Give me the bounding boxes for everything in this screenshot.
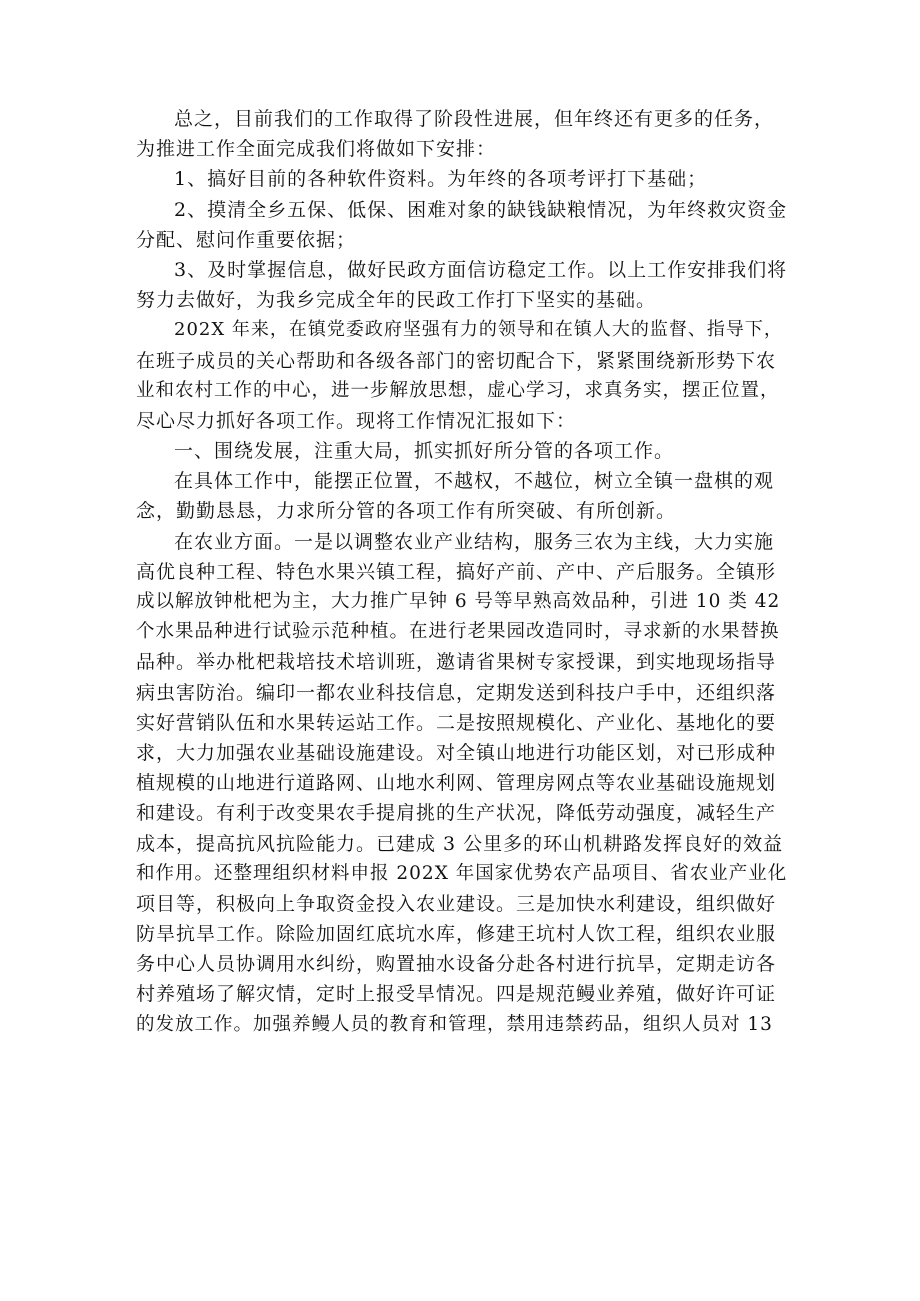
paragraph-line: 2、摸清全乡五保、低保、困难对象的缺钱缺粮情况，为年终救灾资金 <box>174 198 788 221</box>
paragraph-line: 品种。举办枇杷栽培技术培训班，邀请省果树专家授课，到实地现场指导 <box>136 651 777 674</box>
paragraph-line: 分配、慰问作重要依据； <box>136 228 357 251</box>
paragraph-line: 3、及时掌握信息，做好民政方面信访稳定工作。以上工作安排我们将 <box>174 258 788 281</box>
paragraph-line: 尽心尽力抓好各项工作。现将工作情况汇报如下： <box>136 409 577 432</box>
paragraph-line: 植规模的山地进行道路网、山地水利网、管理房网点等农业基础设施规划 <box>136 772 777 795</box>
paragraph-line: 实好营销队伍和水果转运站工作。二是按照规模化、产业化、基地化的要 <box>136 711 777 734</box>
section-heading: 一、围绕发展，注重大局，抓实抓好所分管的各项工作。 <box>174 440 675 463</box>
paragraph-line: 高优良种工程、特色水果兴镇工程，搞好产前、产中、产后服务。全镇形 <box>136 560 777 583</box>
paragraph-line: 个水果品种进行试验示范种植。在进行老果园改造同时，寻求新的水果替换 <box>136 621 780 643</box>
paragraph-line: 村养殖场了解灾情，定时上报受旱情况。四是规范鳗业养殖，做好许可证 <box>136 983 777 1006</box>
paragraph-line: 在班子成员的关心帮助和各级各部门的密切配合下，紧紧围绕新形势下农 <box>136 349 777 372</box>
paragraph-line: 防旱抗旱工作。除险加固红底坑水库，修建王坑村人饮工程，组织农业服 <box>136 923 777 946</box>
paragraph-line: 为推进工作全面完成我们将做如下安排： <box>136 138 497 161</box>
paragraph-line: 202X 年来，在镇党委政府坚强有力的领导和在镇人大的监督、指导下， <box>174 319 783 341</box>
document-body <box>136 104 788 1040</box>
paragraph-line: 病虫害防治。编印一都农业科技信息，定期发送到科技户手中，还组织落 <box>136 681 777 704</box>
paragraph-line: 和建设。有利于改变果农手提肩挑的生产状况，降低劳动强度，减轻生产 <box>136 802 777 825</box>
paragraph-line: 努力去做好，为我乡完成全年的民政工作打下坚实的基础。 <box>136 289 657 312</box>
paragraph-line: 念，勤勤恳恳，力求所分管的各项工作有所突破、有所创新。 <box>136 500 677 523</box>
paragraph-line: 总之，目前我们的工作取得了阶段性进展，但年终还有更多的任务， <box>174 108 775 130</box>
paragraph-line: 成以解放钟枇杷为主，大力推广早钟 6 号等早熟高效品种，引进 10 类 42 <box>136 591 781 612</box>
paragraph-line: 求，大力加强农业基础设施建设。对全镇山地进行功能区划，对已形成种 <box>136 741 777 764</box>
paragraph-line: 项目等，积极向上争取资金投入农业建设。三是加快水利建设，组织做好 <box>136 892 777 915</box>
paragraph-line: 在具体工作中，能摆正位置，不越权，不越位，树立全镇一盘棋的观 <box>174 470 775 493</box>
paragraph-line: 务中心人员协调用水纠纷，购置抽水设备分赴各村进行抗旱，定期走访各 <box>136 953 777 976</box>
paragraph-line: 在农业方面。一是以调整农业产业结构，服务三农为主线，大力实施 <box>174 530 775 553</box>
paragraph-line: 业和农村工作的中心，进一步解放思想，虚心学习，求真务实，摆正位置， <box>136 379 780 401</box>
paragraph-line: 1、搞好目前的各种软件资料。为年终的各项考评打下基础； <box>174 168 708 191</box>
paragraph-line: 和作用。还整理组织材料申报 202X 年国家优势农产品项目、省农业产业化 <box>136 862 788 884</box>
paragraph-line: 成本，提高抗风抗险能力。已建成 3 公里多的环山机耕路发挥良好的效益 <box>136 832 784 855</box>
paragraph-line: 的发放工作。加强养鳗人员的教育和管理，禁用违禁药品，组织人员对 13 <box>136 1013 773 1035</box>
